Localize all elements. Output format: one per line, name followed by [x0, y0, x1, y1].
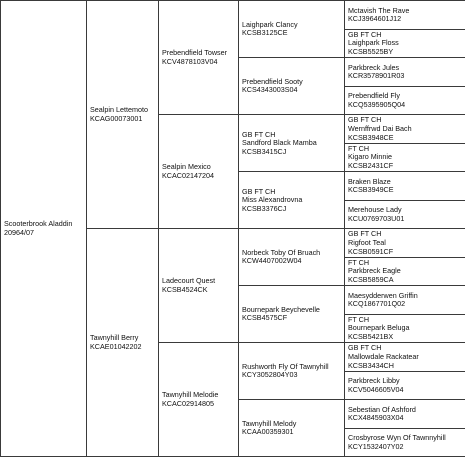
sire-sire-dam-dam-line-1: Prebendfield Fly [348, 91, 400, 101]
sire-dam-sire-sire-entry [348, 116, 464, 142]
sire-sire-dam-dam-line-2: KCQ5395905Q04 [348, 99, 406, 109]
dam-sire-dam-line-1: Bournepark Beychevelle [242, 304, 320, 314]
dam-dam-dam-line-1: Tawnyhill Melody [242, 418, 297, 428]
sire-dam-sire-line-3: KCSB3415CJ [242, 146, 287, 156]
sire-dam-dam-dam-line-1: Merehouse Lady [348, 205, 402, 215]
dam-dam-sire-sire-line-1: GB FT CH [348, 343, 382, 353]
dam-sire-dam-sire-line-2: KCQ1867701Q02 [348, 299, 406, 309]
sire-sire-sire-dam-line-2: Laighpark Floss [348, 38, 399, 48]
dam-sire-dam-line-2: KCSB4575CF [242, 313, 288, 323]
subject-entry [4, 220, 85, 237]
sire-sire-sire-entry [242, 21, 343, 38]
dam-dam-dam-dam-line-2: KCY1532407Y02 [348, 441, 404, 451]
dam-dam-sire-sire-cell [344, 342, 465, 372]
sire-dam-dam-dam-line-2: KCU0769703U01 [348, 213, 405, 223]
subject-line-1: Scooterbrook Aladdin [4, 219, 73, 229]
dam-sire-dam-entry [242, 306, 343, 323]
sire-dam-sire-sire-cell [344, 114, 465, 144]
sire-sire-sire-dam-cell [344, 29, 465, 59]
dam-dam-dam-sire-cell [344, 399, 465, 429]
dam-sire-dam-dam-line-3: KCSB5421BX [348, 332, 394, 342]
dam-dam-entry [162, 391, 237, 408]
sire-sire-line-2: KCV4878103V04 [162, 56, 218, 66]
dam-dam-sire-dam-line-2: KCV5046605V04 [348, 384, 404, 394]
dam-dam-sire-cell [238, 342, 345, 400]
sire-dam-sire-line-1: GB FT CH [242, 129, 276, 139]
sire-sire-dam-dam-entry [348, 92, 464, 109]
sire-sire-dam-line-2: KCS4343003S04 [242, 85, 298, 95]
dam-line-2: KCAE01042202 [90, 341, 142, 351]
sire-dam-dam-sire-line-1: Braken Blaze [348, 176, 391, 186]
sire-dam-dam-sire-cell [344, 171, 465, 201]
sire-sire-dam-entry [242, 78, 343, 95]
sire-dam-sire-sire-line-3: KCSB3948CE [348, 132, 394, 142]
dam-sire-dam-cell [238, 285, 345, 343]
dam-sire-sire-dam-line-3: KCSB5859CA [348, 275, 394, 285]
sire-dam-dam-dam-cell [344, 200, 465, 230]
sire-sire-dam-sire-entry [348, 64, 464, 81]
dam-dam-dam-entry [242, 420, 343, 437]
sire-dam-entry [162, 163, 237, 180]
dam-dam-sire-dam-line-1: Parkbreck Libby [348, 376, 400, 386]
sire-dam-sire-dam-line-2: Kigaro Minnie [348, 152, 392, 162]
dam-dam-dam-sire-entry [348, 406, 464, 423]
sire-dam-sire-sire-line-2: Wernffrwd Dai Bach [348, 123, 412, 133]
sire-sire-line-1: Prebendfield Towser [162, 48, 227, 58]
dam-dam-dam-line-2: KCAA00359301 [242, 427, 294, 437]
dam-dam-sire-dam-entry [348, 377, 464, 394]
sire-dam-sire-sire-line-1: GB FT CH [348, 115, 382, 125]
dam-sire-dam-sire-entry [348, 292, 464, 309]
sire-sire-dam-line-1: Prebendfield Sooty [242, 76, 303, 86]
dam-dam-line-2: KCAC02914805 [162, 398, 214, 408]
sire-sire-sire-line-1: Laighpark Clancy [242, 19, 298, 29]
sire-dam-dam-dam-entry [348, 206, 464, 223]
dam-dam-dam-cell [238, 399, 345, 457]
sire-dam-sire-dam-entry [348, 145, 464, 171]
dam-sire-sire-cell [238, 228, 345, 286]
dam-sire-sire-entry [242, 249, 343, 266]
dam-sire-dam-dam-entry [348, 316, 464, 342]
subject-cell [0, 0, 87, 457]
sire-dam-sire-dam-line-1: FT CH [348, 143, 370, 153]
dam-dam-dam-dam-entry [348, 434, 464, 451]
dam-dam-sire-sire-line-2: Mallowdale Rackatear [348, 351, 419, 361]
sire-dam-line-1: Sealpin Mexico [162, 162, 211, 172]
sire-dam-sire-cell [238, 114, 345, 172]
dam-sire-sire-dam-entry [348, 259, 464, 285]
sire-sire-cell [158, 0, 239, 115]
sire-dam-sire-dam-line-3: KCSB2431CF [348, 161, 394, 171]
dam-dam-dam-sire-line-2: KCX4845903X04 [348, 413, 404, 423]
dam-sire-sire-sire-cell [344, 228, 465, 258]
dam-dam-sire-line-1: Rushworth Fly Of Tawnyhill [242, 361, 329, 371]
dam-sire-line-1: Ladecourt Quest [162, 276, 216, 286]
dam-sire-dam-dam-line-1: FT CH [348, 314, 370, 324]
dam-sire-dam-dam-line-2: Bournepark Beluga [348, 323, 410, 333]
dam-sire-sire-sire-entry [348, 230, 464, 256]
sire-sire-sire-sire-entry [348, 7, 464, 24]
dam-sire-sire-sire-line-3: KCSB0591CF [348, 246, 394, 256]
dam-dam-sire-line-2: KCY3052804Y03 [242, 370, 298, 380]
dam-dam-sire-dam-cell [344, 371, 465, 401]
sire-line-1: Sealpin Lettemoto [90, 105, 148, 115]
dam-sire-sire-dam-cell [344, 257, 465, 287]
dam-dam-cell [158, 342, 239, 457]
sire-dam-line-2: KCAC02147204 [162, 170, 214, 180]
sire-dam-dam-line-2: Miss Alexandrovna [242, 195, 303, 205]
sire-sire-dam-sire-cell [344, 57, 465, 87]
sire-dam-dam-sire-entry [348, 178, 464, 195]
dam-sire-sire-sire-line-2: Rigfoot Teal [348, 237, 386, 247]
sire-sire-dam-dam-cell [344, 86, 465, 116]
sire-sire-sire-cell [238, 0, 345, 58]
sire-sire-sire-dam-line-3: KCSB5525BY [348, 47, 394, 57]
sire-dam-dam-line-1: GB FT CH [242, 186, 276, 196]
dam-sire-sire-dam-line-1: FT CH [348, 257, 370, 267]
dam-sire-sire-line-2: KCW4407002W04 [242, 256, 302, 266]
dam-dam-dam-dam-line-1: Crosbyrose Wyn Of Tawnnyhill [348, 433, 446, 443]
sire-entry [90, 106, 157, 123]
dam-dam-sire-sire-line-3: KCSB3434CH [348, 360, 394, 370]
dam-line-1: Tawnyhill Berry [90, 333, 139, 343]
sire-dam-sire-entry [242, 131, 343, 157]
dam-sire-sire-dam-line-2: Parkbreck Eagle [348, 266, 401, 276]
sire-dam-dam-sire-line-2: KCSB3949CE [348, 185, 394, 195]
subject-line-2: 20964/07 [4, 227, 34, 237]
dam-sire-sire-sire-line-1: GB FT CH [348, 229, 382, 239]
dam-sire-dam-sire-cell [344, 285, 465, 315]
sire-dam-dam-line-3: KCSB3376CJ [242, 203, 287, 213]
sire-dam-cell [158, 114, 239, 229]
dam-sire-cell [158, 228, 239, 343]
dam-entry [90, 334, 157, 351]
sire-line-2: KCAG00073001 [90, 113, 143, 123]
dam-sire-sire-line-1: Norbeck Toby Of Bruach [242, 247, 321, 257]
sire-sire-entry [162, 49, 237, 66]
dam-dam-dam-dam-cell [344, 428, 465, 457]
dam-sire-entry [162, 277, 237, 294]
dam-sire-line-2: KCSB4524CK [162, 284, 208, 294]
dam-sire-dam-sire-line-1: Maesydderwen Griffin [348, 290, 418, 300]
sire-sire-sire-sire-line-2: KCJ3964601J12 [348, 14, 402, 24]
dam-sire-dam-dam-cell [344, 314, 465, 344]
sire-dam-dam-entry [242, 188, 343, 214]
dam-dam-sire-entry [242, 363, 343, 380]
sire-sire-dam-sire-line-1: Parkbreck Jules [348, 62, 400, 72]
sire-sire-dam-sire-line-2: KCR3578901R03 [348, 71, 405, 81]
dam-dam-sire-sire-entry [348, 344, 464, 370]
sire-dam-sire-dam-cell [344, 143, 465, 173]
sire-sire-sire-sire-cell [344, 0, 465, 30]
sire-sire-dam-cell [238, 57, 345, 115]
sire-dam-sire-line-2: Sandford Black Mamba [242, 138, 317, 148]
sire-sire-sire-dam-entry [348, 31, 464, 57]
dam-dam-line-1: Tawnyhill Melodie [162, 390, 219, 400]
dam-dam-dam-sire-line-1: Sebestian Of Ashford [348, 404, 416, 414]
sire-dam-dam-cell [238, 171, 345, 229]
sire-sire-sire-dam-line-1: GB FT CH [348, 29, 382, 39]
sire-cell [86, 0, 159, 229]
sire-sire-sire-line-2: KCSB3125CE [242, 28, 288, 38]
sire-sire-sire-sire-line-1: Mctavish The Rave [348, 5, 410, 15]
dam-cell [86, 228, 159, 457]
